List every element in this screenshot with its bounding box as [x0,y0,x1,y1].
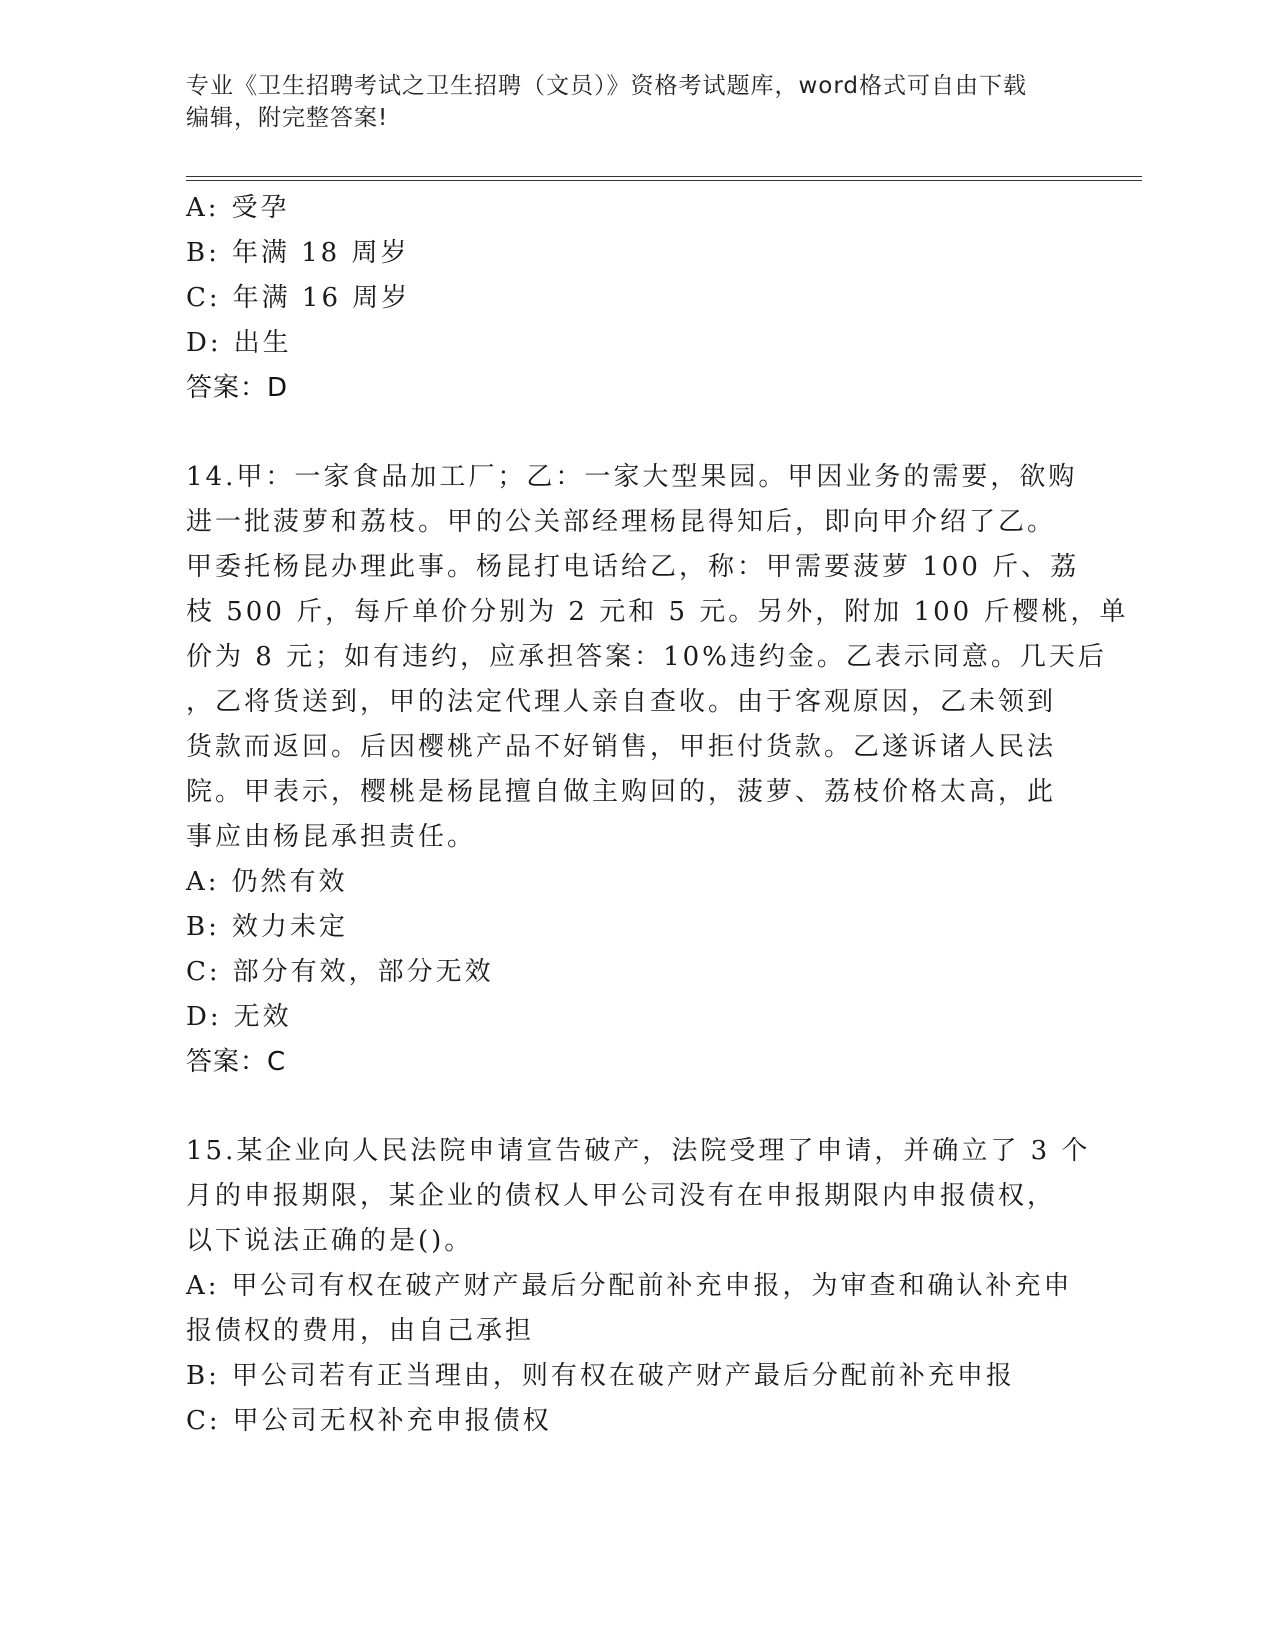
option-a: A: 甲公司有权在破产财产最后分配前补充申报，为审查和确认补充申 [186,1271,1073,1301]
stem-line: 院。甲表示，樱桃是杨昆擅自做主购回的，菠萝、荔枝价格太高，此 [186,777,1057,807]
stem-line: 价为 8 元；如有违约，应承担答案：10%违约金。乙表示同意。几天后 [186,642,1107,672]
question-15-options [186,1264,1073,1444]
stem-line: 14.甲：一家食品加工厂；乙：一家大型果园。甲因业务的需要，欲购 [186,462,1078,492]
page-header [186,70,1086,134]
question-content [186,186,1129,1444]
option-d: D: 出生 [186,328,292,358]
question-15-stem [186,1129,1091,1264]
option-c: C: 部分有效，部分无效 [186,957,494,987]
option-a: A: 受孕 [186,193,290,223]
stem-line: 枝 500 斤，每斤单价分别为 2 元和 5 元。另外，附加 100 斤樱桃，单 [186,597,1129,627]
header-line-1: 专业《卫生招聘考试之卫生招聘（文员）》资格考试题库，word格式可自由下载 [186,73,1028,99]
stem-line: 月的申报期限，某企业的债权人甲公司没有在申报期限内申报债权， [186,1181,1057,1211]
option-d: D: 无效 [186,1002,292,1032]
stem-line: 进一批菠萝和荔枝。甲的公关部经理杨昆得知后，即向甲介绍了乙。 [186,507,1057,537]
option-b: B: 效力未定 [186,912,348,942]
option-b: B: 年满 18 周岁 [186,238,410,268]
option-c: C: 甲公司无权补充申报债权 [186,1406,552,1436]
option-a: A: 仍然有效 [186,867,348,897]
stem-line: 以下说法正确的是()。 [186,1226,474,1256]
question-14-options [186,860,1066,1040]
spacer [186,1085,1066,1129]
header-line-2: 编辑，附完整答案! [186,105,389,131]
header-divider [186,176,1142,181]
spacer [186,411,1066,455]
question-13-options [186,186,1066,366]
question-14-stem [186,455,1129,860]
option-a-continued: 报债权的费用，由自己承担 [186,1316,535,1346]
question-14-answer: 答案：C [186,1047,287,1077]
option-c: C: 年满 16 周岁 [186,283,411,313]
stem-line: ，乙将货送到，甲的法定代理人亲自查收。由于客观原因，乙未领到 [186,687,1057,717]
stem-line: 甲委托杨昆办理此事。杨昆打电话给乙，称：甲需要菠萝 100 斤、荔 [186,552,1080,582]
question-13-answer: 答案：D [186,373,289,403]
stem-line: 事应由杨昆承担责任。 [186,822,477,852]
stem-line: 15.某企业向人民法院申请宣告破产，法院受理了申请，并确立了 3 个 [186,1136,1091,1166]
stem-line: 货款而返回。后因樱桃产品不好销售，甲拒付货款。乙遂诉诸人民法 [186,732,1057,762]
option-b: B: 甲公司若有正当理由，则有权在破产财产最后分配前补充申报 [186,1361,1015,1391]
